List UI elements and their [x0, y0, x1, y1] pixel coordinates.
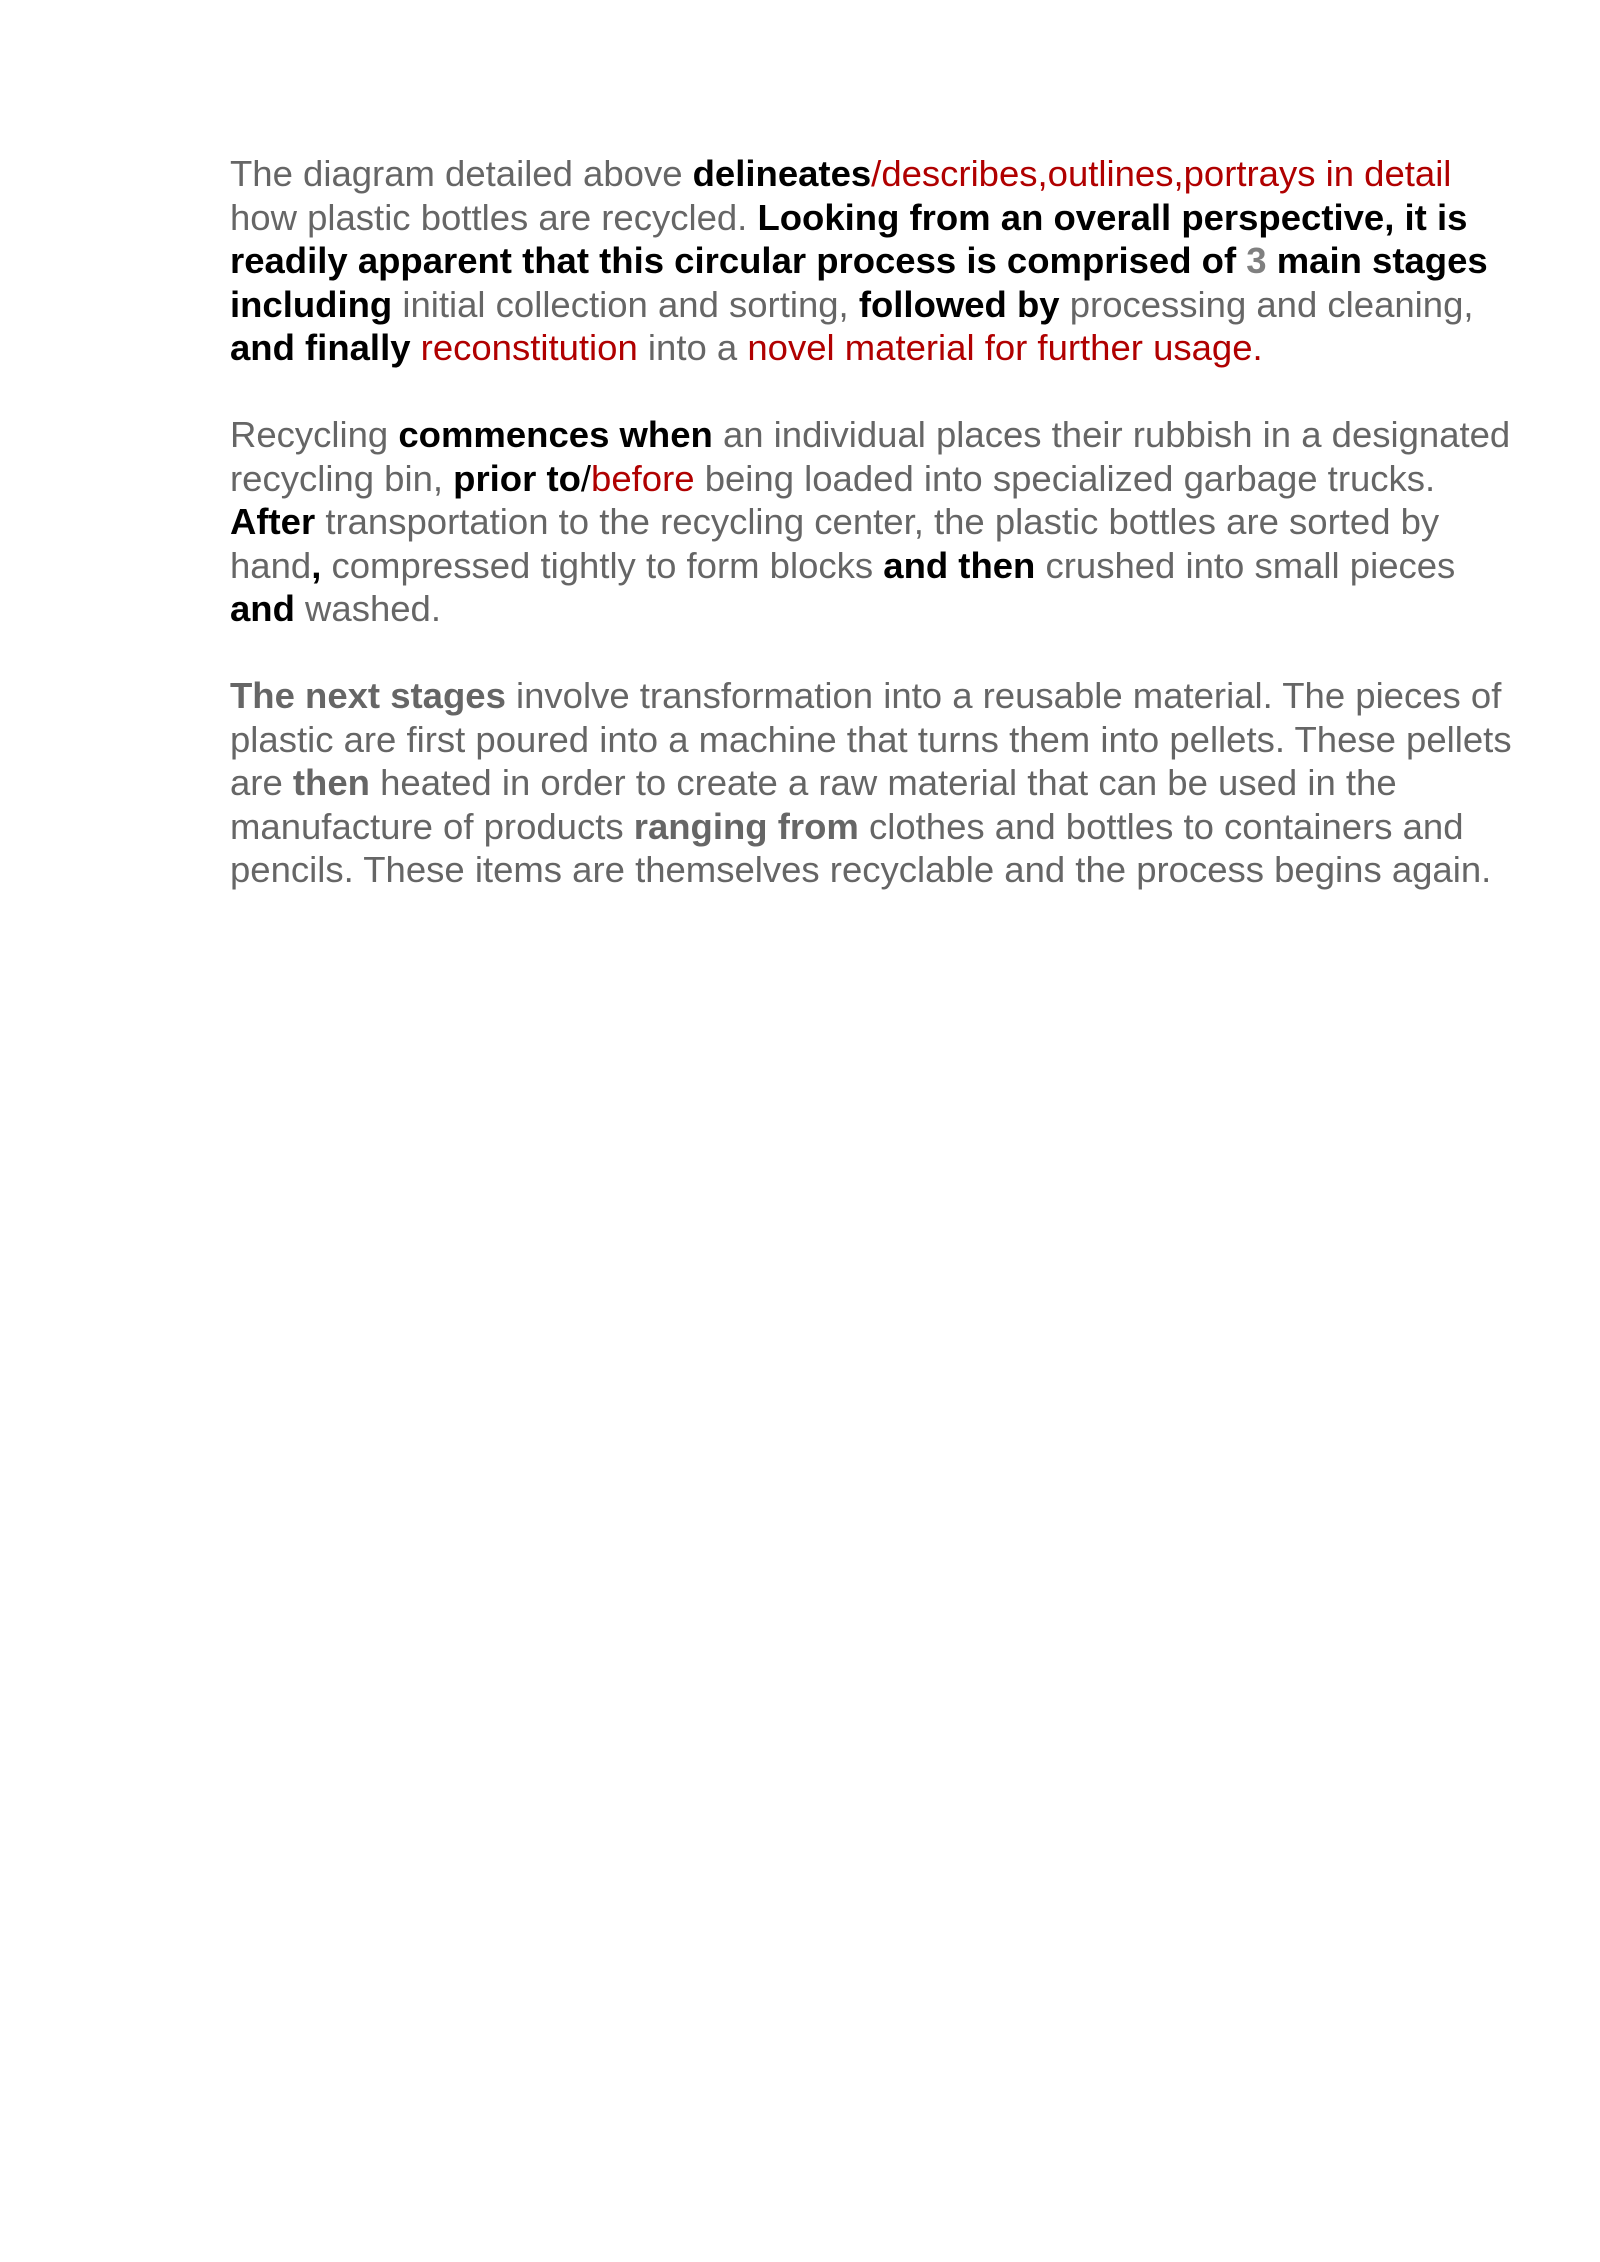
paragraph-overview	[230, 152, 1520, 370]
text-run: an individual places their rubbish in a designated recycling bin,	[230, 414, 1511, 499]
text-run: Looking from an overall perspective, it is readily apparent that this circular process is comprised of	[230, 196, 1468, 281]
text-run: ,	[311, 544, 322, 586]
text-run: washed.	[294, 588, 441, 629]
text-run: involve transformation into a reusable material. The pieces of plastic are first poured into a machine that turns them into pellets. These pellets are	[230, 675, 1512, 803]
text-run: being loaded into specialized garbage trucks.	[694, 457, 1436, 499]
text-run: crushed into small pieces	[1035, 544, 1456, 586]
text-run: and then	[883, 544, 1036, 586]
text-run: compressed tightly to form blocks	[321, 544, 884, 586]
text-run: delineates	[692, 153, 872, 194]
text-run: After	[230, 501, 316, 542]
text-run: into a	[637, 327, 748, 368]
text-run: commences when	[398, 414, 713, 455]
text-run: followed by	[858, 283, 1060, 325]
text-run: before	[591, 457, 695, 499]
paragraph-transformation	[230, 674, 1520, 892]
text-run: prior to	[453, 457, 581, 499]
text-run: and	[230, 588, 295, 629]
text-run: transportation to the recycling center, the plastic bottles are sorted by hand	[230, 501, 1440, 586]
text-run: then	[292, 762, 370, 803]
text-run: reconstitution	[420, 327, 638, 368]
text-run: processing and cleaning,	[1059, 283, 1474, 325]
paragraph-collection	[230, 413, 1520, 631]
text-run: main stages including	[230, 240, 1488, 325]
text-run: and finally	[230, 327, 411, 368]
text-run: novel material for further usage.	[747, 327, 1263, 368]
text-run: ranging from	[633, 805, 859, 847]
text-run: The diagram detailed above	[230, 153, 693, 194]
text-run: clothes and bottles to containers and pencils. These items are themselves recyclable and the process begins again.	[230, 805, 1492, 890]
text-run	[411, 327, 421, 368]
text-run: /	[580, 457, 592, 499]
text-run: initial collection and sorting,	[392, 283, 859, 325]
text-run: heated in order to create a raw material that can be used in the manufacture of products	[230, 762, 1397, 847]
text-run: 3	[1246, 240, 1267, 281]
document-body	[230, 152, 1520, 935]
text-run: The next stages	[230, 675, 506, 716]
text-run: Recycling	[230, 414, 399, 455]
text-run: /describes,outlines,portrays in detail	[871, 153, 1452, 194]
text-run: how plastic bottles are recycled.	[230, 196, 758, 238]
